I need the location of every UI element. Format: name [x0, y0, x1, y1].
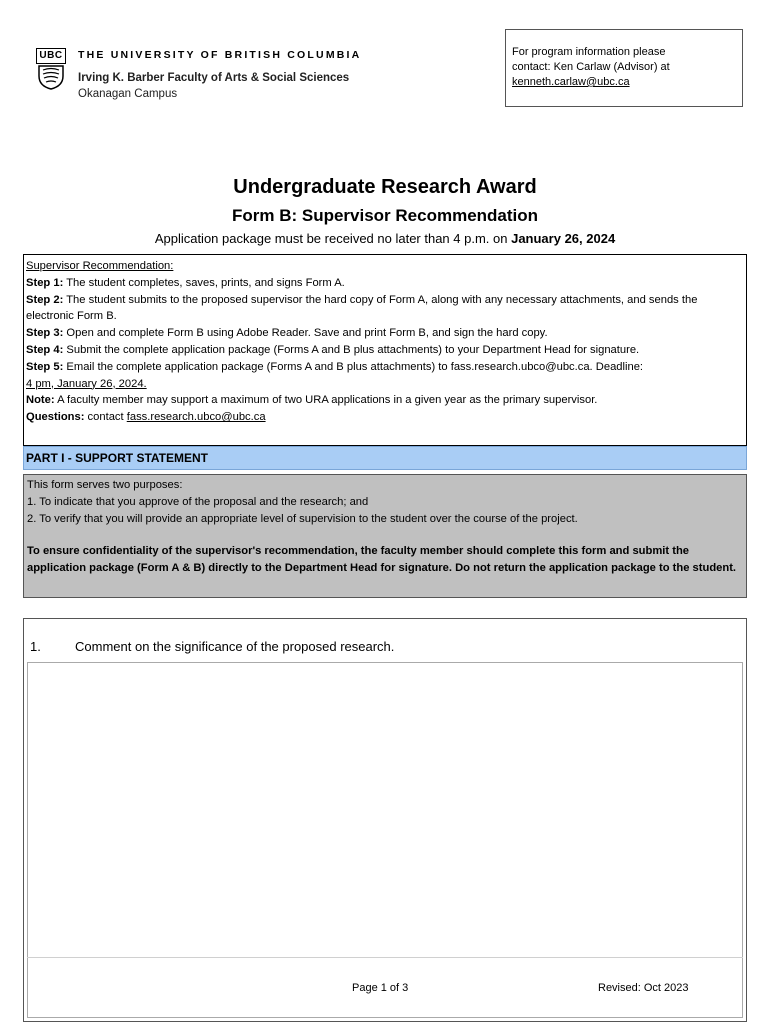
step-5 — [26, 359, 744, 376]
advisor-email-link[interactable]: kenneth.carlaw@ubc.ca — [512, 76, 630, 88]
step-3-text: Open and complete Form B using Adobe Reader. Save and print Form B, and sign the hard copy. — [63, 327, 548, 340]
deadline-prefix: Application package must be received no later than 4 p.m. on — [154, 231, 512, 246]
step-5-text: Email the complete application package (Forms A and B plus attachments) to fass.research.ubco@ubc.ca. Deadline: — [63, 360, 644, 373]
question-1-response-field[interactable] — [27, 662, 743, 1018]
note-label: Note: — [26, 394, 55, 407]
questions-text: contact — [84, 411, 127, 424]
instructions-box — [23, 254, 747, 446]
step-4-text: Submit the complete application package (Forms A and B plus attachments) to your Department Head for signature. — [63, 343, 640, 356]
page-number: Page 1 of 3 — [352, 982, 409, 994]
step-3 — [26, 325, 744, 342]
confidentiality-notice: To ensure confidentiality of the supervisor's recommendation, the faculty member should complete this form and submit the application package (Form A & B) directly to the Department Head for signature. Do not return the application package to the student. — [27, 545, 737, 575]
step-1-label: Step 1: — [26, 276, 64, 289]
question-1-number: 1. — [30, 639, 41, 654]
note — [26, 392, 744, 409]
form-title: Form B: Supervisor Recommendation — [231, 206, 539, 225]
divider — [27, 957, 743, 958]
step-1 — [26, 275, 744, 292]
university-name: THE UNIVERSITY OF BRITISH COLUMBIA — [78, 49, 362, 61]
note-text: A faculty member may support a maximum of two URA applications in a given year as the primary supervisor. — [54, 394, 598, 407]
step-4-label: Step 4: — [26, 343, 64, 356]
purpose-box — [23, 474, 747, 598]
step-2 — [26, 292, 744, 326]
part-1-heading: PART I - SUPPORT STATEMENT — [23, 446, 747, 470]
contact-line-1: For program information please — [512, 46, 666, 58]
step-5-label: Step 5: — [26, 360, 64, 373]
questions — [26, 409, 744, 426]
campus-name: Okanagan Campus — [78, 88, 178, 100]
revision-date: Revised: Oct 2023 — [598, 982, 689, 994]
deadline-statement — [0, 231, 770, 246]
faculty-name: Irving K. Barber Faculty of Arts & Social Sciences — [78, 72, 350, 84]
page-title: Undergraduate Research Award — [233, 176, 537, 198]
deadline-date: January 26, 2024 — [511, 231, 616, 246]
question-1-prompt: Comment on the significance of the proposed research. — [75, 639, 395, 654]
ubc-crest-icon — [36, 64, 66, 90]
instructions-heading: Supervisor Recommendation: — [26, 260, 174, 272]
contact-box — [505, 29, 743, 107]
deadline-line: 4 pm, January 26, 2024. — [26, 377, 147, 390]
step-3-label: Step 3: — [26, 327, 64, 340]
questions-email-link[interactable]: fass.research.ubco@ubc.ca — [126, 411, 266, 424]
contact-line-2: contact: Ken Carlaw (Advisor) at — [512, 61, 670, 73]
step-1-text: The student completes, saves, prints, and signs Form A. — [63, 276, 345, 289]
purpose-item-2: 2. To verify that you will provide an appropriate level of supervision to the student over the course of the project. — [27, 512, 578, 525]
ubc-logo — [36, 48, 66, 90]
purpose-item-1: 1. To indicate that you approve of the proposal and the research; and — [27, 495, 369, 508]
step-2-text: The student submits to the proposed supervisor the hard copy of Form A, along with any necessary attachments, and sends the electronic Form B. — [26, 293, 698, 323]
questions-label: Questions: — [26, 411, 85, 424]
step-2-label: Step 2: — [26, 293, 64, 306]
ubc-logo-text: UBC — [36, 48, 66, 64]
spacer — [27, 527, 743, 543]
step-4 — [26, 342, 744, 359]
purpose-intro: This form serves two purposes: — [27, 479, 183, 491]
